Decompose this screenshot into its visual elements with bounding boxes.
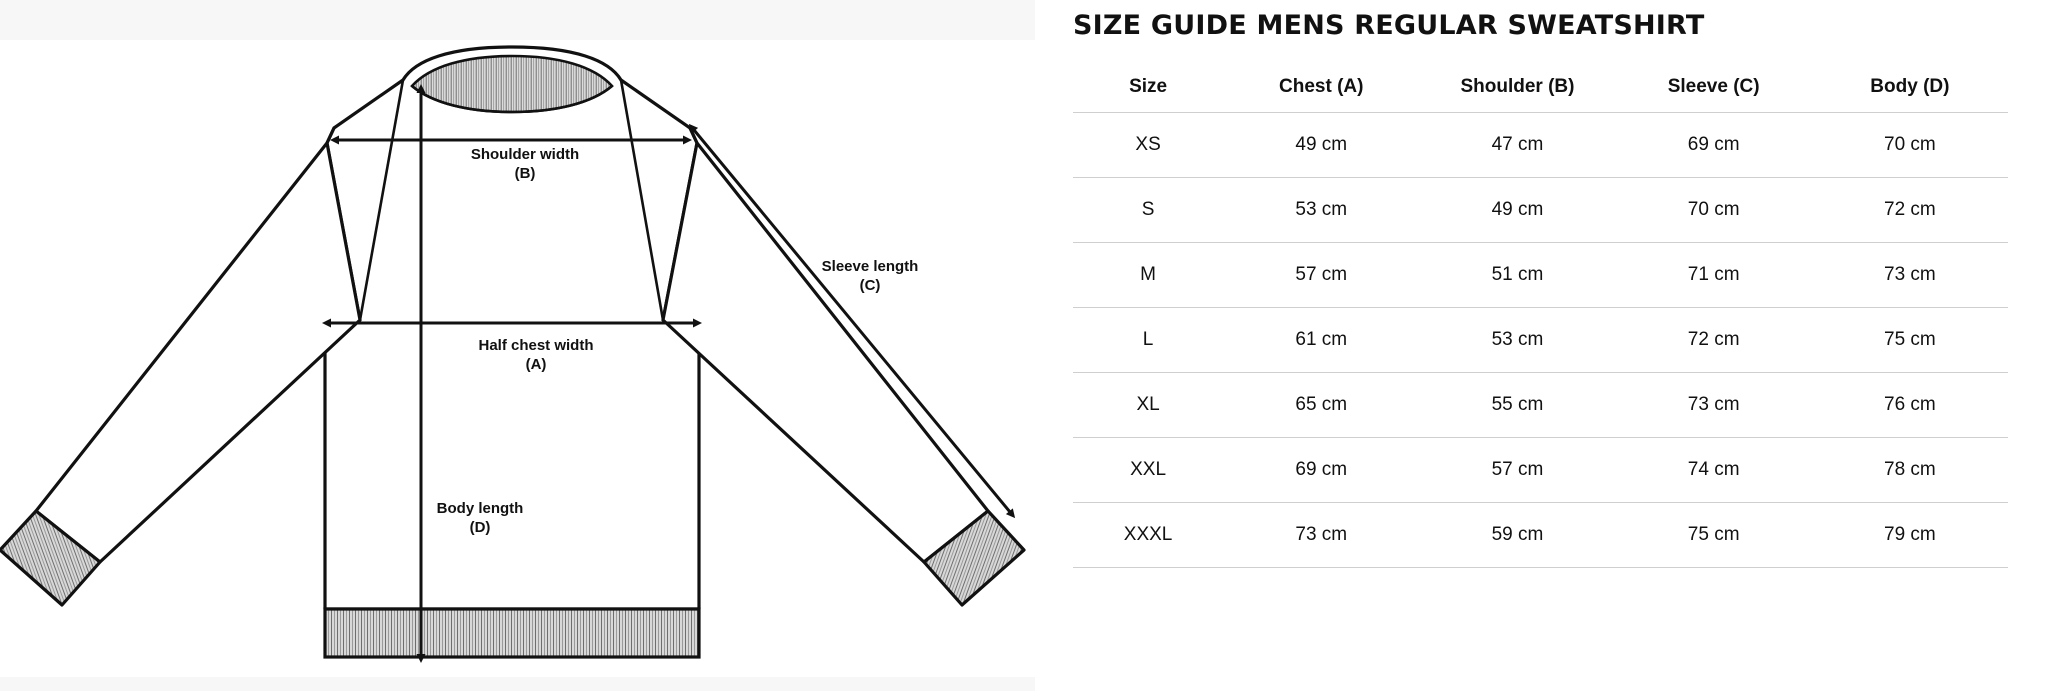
- cell-chest: 53 cm: [1223, 178, 1419, 243]
- sleeve-length-label: [800, 258, 940, 296]
- body-length-label-code: (D): [469, 518, 491, 536]
- table-row: [1073, 373, 2008, 438]
- cell-chest: 65 cm: [1223, 373, 1419, 438]
- page-title: SIZE GUIDE MENS REGULAR SWEATSHIRT: [1073, 10, 1705, 41]
- cell-shoulder: 49 cm: [1419, 178, 1615, 243]
- cell-sleeve: 74 cm: [1616, 438, 1812, 503]
- cell-body: 79 cm: [1812, 503, 2008, 568]
- cell-shoulder: 57 cm: [1419, 438, 1615, 503]
- cell-body: 75 cm: [1812, 308, 2008, 373]
- body-length-label: [400, 500, 560, 538]
- cell-size: M: [1073, 243, 1223, 308]
- cell-shoulder: 55 cm: [1419, 373, 1615, 438]
- cell-body: 73 cm: [1812, 243, 2008, 308]
- table-row: [1073, 308, 2008, 373]
- size-table: [1073, 62, 2008, 568]
- column-header-chest-text: Chest: [1279, 76, 1338, 97]
- table-row: [1073, 438, 2008, 503]
- column-header-chest: [1223, 62, 1419, 113]
- cell-size: XXL: [1073, 438, 1223, 503]
- shoulder-width-label: [440, 146, 610, 184]
- cell-body: 76 cm: [1812, 373, 2008, 438]
- table-row: [1073, 243, 2008, 308]
- column-header-shoulder-text: Shoulder: [1460, 76, 1549, 97]
- body-length-label-text: Body length: [436, 500, 524, 517]
- cell-sleeve: 73 cm: [1616, 373, 1812, 438]
- cell-sleeve: 71 cm: [1616, 243, 1812, 308]
- column-header-body-text: Body: [1870, 76, 1924, 97]
- size-table-panel: [1035, 0, 2048, 691]
- cell-chest: 57 cm: [1223, 243, 1419, 308]
- shoulder-width-label-code: (B): [514, 164, 536, 182]
- cell-chest: 49 cm: [1223, 113, 1419, 178]
- table-row: [1073, 503, 2008, 568]
- column-header-sleeve: [1616, 62, 1812, 113]
- cell-body: 70 cm: [1812, 113, 2008, 178]
- cell-body: 78 cm: [1812, 438, 2008, 503]
- half-chest-width-label-text: Half chest width: [478, 337, 594, 354]
- cell-shoulder: 59 cm: [1419, 503, 1615, 568]
- cell-sleeve: 72 cm: [1616, 308, 1812, 373]
- half-chest-width-label-code: (A): [525, 355, 547, 373]
- size-table-body: [1073, 113, 2008, 568]
- table-row: [1073, 113, 2008, 178]
- cell-shoulder: 51 cm: [1419, 243, 1615, 308]
- half-chest-width-label: [441, 337, 631, 375]
- column-header-shoulder-code: (B): [1548, 76, 1575, 97]
- table-header-row: [1073, 62, 2008, 113]
- cell-size: L: [1073, 308, 1223, 373]
- column-header-sleeve-text: Sleeve: [1667, 76, 1734, 97]
- sleeve-length-label-code: (C): [859, 276, 881, 294]
- cell-shoulder: 47 cm: [1419, 113, 1615, 178]
- cell-size: S: [1073, 178, 1223, 243]
- column-header-sleeve-code: (C): [1733, 76, 1760, 97]
- cell-body: 72 cm: [1812, 178, 2008, 243]
- cell-chest: 69 cm: [1223, 438, 1419, 503]
- column-header-body: [1812, 62, 2008, 113]
- size-table-header: [1073, 62, 2008, 113]
- column-header-size: [1073, 62, 1223, 113]
- waistband-ribbing: [325, 609, 699, 657]
- column-header-shoulder: [1419, 62, 1615, 113]
- cell-sleeve: 75 cm: [1616, 503, 1812, 568]
- cell-sleeve: 69 cm: [1616, 113, 1812, 178]
- cell-chest: 61 cm: [1223, 308, 1419, 373]
- column-header-chest-code: (A): [1337, 76, 1364, 97]
- cell-chest: 73 cm: [1223, 503, 1419, 568]
- cell-size: XXXL: [1073, 503, 1223, 568]
- column-header-size-text: Size: [1129, 76, 1168, 97]
- column-header-body-code: (D): [1923, 76, 1950, 97]
- cell-shoulder: 53 cm: [1419, 308, 1615, 373]
- shoulder-width-label-text: Shoulder width: [470, 146, 580, 163]
- cell-sleeve: 70 cm: [1616, 178, 1812, 243]
- cell-size: XS: [1073, 113, 1223, 178]
- table-row: [1073, 178, 2008, 243]
- cell-size: XL: [1073, 373, 1223, 438]
- sleeve-length-label-text: Sleeve length: [821, 258, 919, 275]
